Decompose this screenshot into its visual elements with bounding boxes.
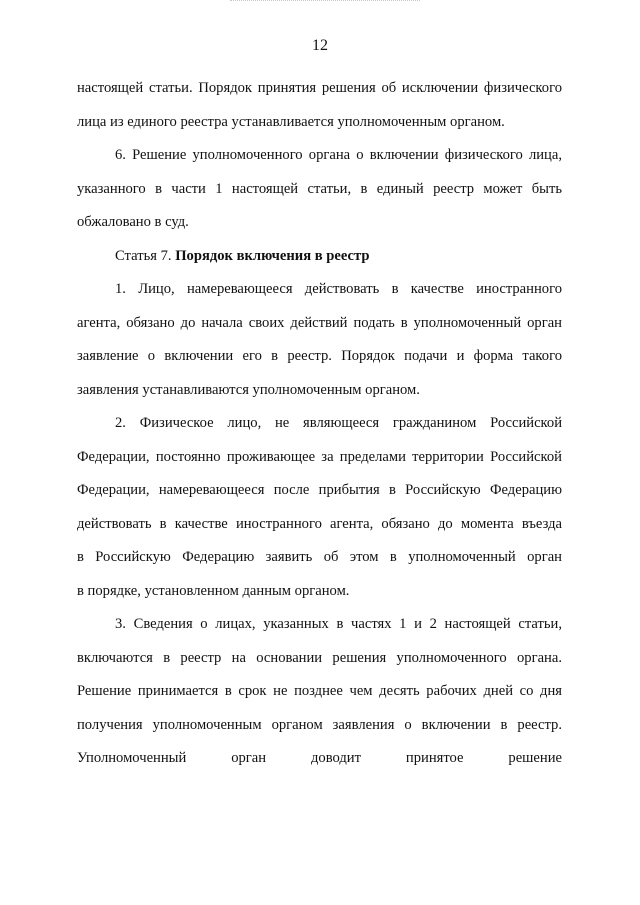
- text-line: Решение принимается в срок не позднее чем десять рабочих дней со дня: [77, 683, 562, 699]
- text-line: обжаловано в суд.: [77, 214, 189, 230]
- text-line: 2. Физическое лицо, не являющееся гражданином Российской: [115, 415, 562, 431]
- scan-edge-mark: [230, 0, 420, 4]
- text-line: заявление о включении его в реестр. Порядок подачи и форма такого: [77, 348, 562, 364]
- document-body: [77, 72, 562, 776]
- paragraph-item-3: [77, 608, 562, 776]
- paragraph-item-2: [77, 407, 562, 608]
- text-line: настоящей статьи. Порядок принятия решения об исключении физического: [77, 80, 562, 96]
- text-line: действовать в качестве иностранного агента, обязано до момента въезда: [77, 515, 562, 532]
- paragraph-continuation: [77, 72, 562, 139]
- article-number: Статья 7.: [115, 247, 172, 264]
- paragraph-item-6: [77, 139, 562, 240]
- text-line: лица из единого реестра устанавливается уполномоченным органом.: [77, 113, 505, 130]
- text-line: заявления устанавливаются уполномоченным органом.: [77, 381, 420, 398]
- text-line: Уполномоченный орган доводит принятое решение: [77, 750, 562, 766]
- text-line: 3. Сведения о лицах, указанных в частях 1 и 2 настоящей статьи,: [115, 616, 562, 632]
- text-line: 6. Решение уполномоченного органа о включении физического лица,: [115, 147, 562, 163]
- text-line: агента, обязано до начала своих действий подать в уполномоченный орган: [77, 314, 562, 331]
- article-title: Порядок включения в реестр: [175, 247, 370, 264]
- text-line: получения уполномоченным органом заявления о включении в реестр.: [77, 716, 562, 733]
- article-heading: [77, 240, 562, 274]
- text-line: в порядке, установленном данным органом.: [77, 582, 350, 599]
- text-line: в Российскую Федерацию заявить об этом в уполномоченный орган: [77, 549, 562, 565]
- text-line: Федерации, постоянно проживающее за пределами территории Российской: [77, 448, 562, 465]
- text-line: 1. Лицо, намеревающееся действовать в качестве иностранного: [115, 281, 562, 297]
- text-line: включаются в реестр на основании решения уполномоченного органа.: [77, 649, 562, 666]
- paragraph-item-1: [77, 273, 562, 407]
- page-number: 12: [312, 37, 328, 54]
- text-line: указанного в части 1 настоящей статьи, в единый реестр может быть: [77, 180, 562, 197]
- text-line: Федерации, намеревающееся после прибытия в Российскую Федерацию: [77, 482, 562, 498]
